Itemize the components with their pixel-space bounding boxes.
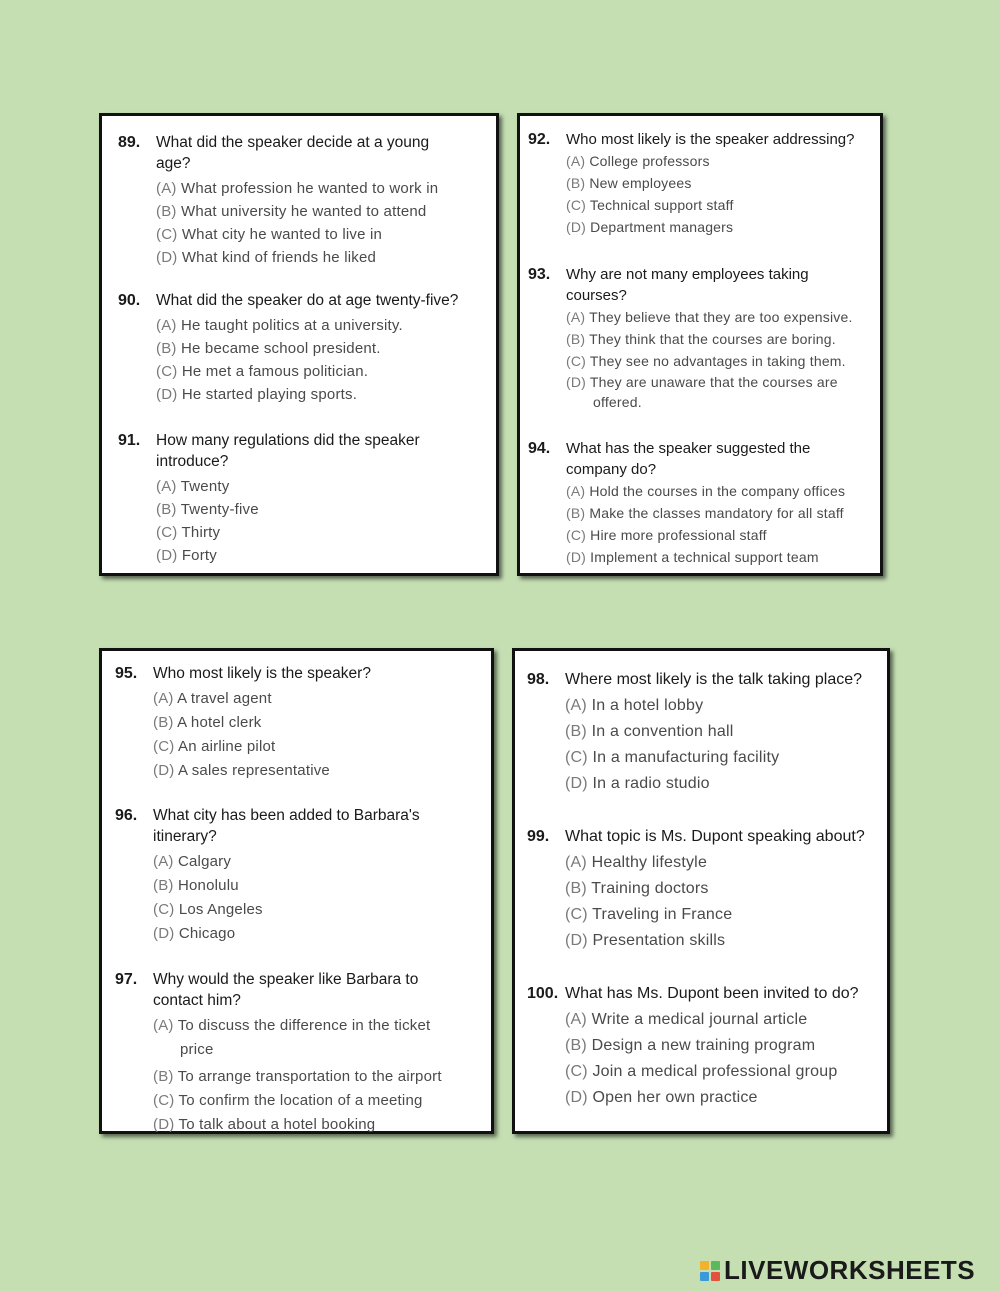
- question-text: Where most likely is the talk taking place?: [565, 671, 863, 688]
- question-100: [527, 983, 887, 1111]
- answer-option-c[interactable]: (C) To confirm the location of a meeting: [153, 1092, 423, 1109]
- answer-option-a[interactable]: (A) To discuss the difference in the ticket price: [153, 1017, 431, 1058]
- answer-option-a[interactable]: (A) He taught politics at a university.: [156, 317, 403, 334]
- answer-option-b[interactable]: (B) New employees: [566, 175, 692, 191]
- answer-option-d[interactable]: (D) In a radio studio: [565, 775, 710, 792]
- question-text: Why are not many employees taking courses?: [566, 266, 809, 304]
- question-text: What topic is Ms. Dupont speaking about?: [565, 828, 865, 845]
- answer-option-c[interactable]: (C) An airline pilot: [153, 738, 276, 755]
- answer-option-b[interactable]: (B) He became school president.: [156, 340, 381, 357]
- question-99: [527, 826, 889, 954]
- answer-option-c[interactable]: (C) What city he wanted to live in: [156, 226, 383, 243]
- answer-option-a[interactable]: (A) They believe that they are too expensive.: [566, 309, 853, 325]
- question-number: 96.: [115, 807, 138, 824]
- liveworksheets-logo: [700, 1255, 975, 1286]
- answer-option-d[interactable]: (D) What kind of friends he liked: [156, 249, 377, 266]
- answer-option-b[interactable]: (B) Make the classes mandatory for all staff: [566, 505, 844, 521]
- liveworksheets-logo-icon: [700, 1261, 720, 1281]
- question-number: 99.: [527, 828, 550, 845]
- answer-option-d[interactable]: (D) They are unaware that the courses are offered.: [566, 374, 838, 410]
- answer-option-c[interactable]: (C) Traveling in France: [565, 906, 733, 923]
- answer-option-c[interactable]: (C) Technical support staff: [566, 197, 734, 213]
- answer-option-b[interactable]: (B) To arrange transportation to the airport: [153, 1068, 442, 1085]
- answer-option-b[interactable]: (B) They think that the courses are boring.: [566, 331, 836, 347]
- question-number: 95.: [115, 665, 138, 682]
- question-94: [528, 438, 880, 568]
- logo-square: [700, 1272, 709, 1281]
- question-number: 93.: [528, 266, 551, 283]
- question-number: 98.: [527, 671, 550, 688]
- answer-option-b[interactable]: (B) Twenty-five: [156, 501, 259, 518]
- question-92: [528, 129, 880, 238]
- question-text: What has Ms. Dupont been invited to do?: [565, 985, 859, 1002]
- answer-option-c[interactable]: (C) In a manufacturing facility: [565, 749, 780, 766]
- question-panel-92-94: [517, 113, 883, 576]
- answer-option-b[interactable]: (B) What university he wanted to attend: [156, 203, 427, 220]
- question-text: Who most likely is the speaker?: [153, 665, 371, 682]
- answer-option-d[interactable]: (D) Presentation skills: [565, 932, 726, 949]
- answer-option-a[interactable]: (A) College professors: [566, 153, 710, 169]
- question-89: [118, 132, 488, 269]
- answer-option-b[interactable]: (B) Honolulu: [153, 877, 239, 894]
- question-95: [115, 663, 487, 783]
- answer-option-b[interactable]: (B) A hotel clerk: [153, 714, 262, 731]
- answer-option-d[interactable]: (D) To talk about a hotel booking: [153, 1116, 376, 1133]
- question-93: [528, 264, 880, 415]
- question-number: 100.: [527, 985, 559, 1002]
- answer-option-d[interactable]: (D) Department managers: [566, 219, 734, 235]
- question-91: [118, 430, 488, 567]
- answer-option-a[interactable]: (A) Write a medical journal article: [565, 1011, 808, 1028]
- question-97: [115, 969, 493, 1137]
- answer-option-b[interactable]: (B) Design a new training program: [565, 1037, 816, 1054]
- question-text: Who most likely is the speaker addressing?: [566, 131, 855, 148]
- answer-option-d[interactable]: (D) Forty: [156, 547, 217, 564]
- question-number: 92.: [528, 131, 551, 148]
- question-number: 91.: [118, 432, 141, 449]
- answer-option-c[interactable]: (C) He met a famous politician.: [156, 363, 369, 380]
- question-text: What city has been added to Barbara's itinerary?: [153, 807, 420, 845]
- answer-option-a[interactable]: (A) A travel agent: [153, 690, 272, 707]
- answer-option-d[interactable]: (D) Implement a technical support team: [566, 549, 819, 565]
- question-text: What has the speaker suggested the company do?: [566, 440, 811, 478]
- question-text: How many regulations did the speaker introduce?: [156, 432, 420, 470]
- logo-square: [711, 1261, 720, 1270]
- question-panel-98-100: [512, 648, 890, 1134]
- question-number: 97.: [115, 971, 138, 988]
- answer-option-c[interactable]: (C) Los Angeles: [153, 901, 263, 918]
- question-number: 89.: [118, 134, 141, 151]
- answer-option-c[interactable]: (C) Hire more professional staff: [566, 527, 767, 543]
- question-90: [118, 290, 498, 406]
- answer-option-a[interactable]: (A) Hold the courses in the company offices: [566, 483, 846, 499]
- answer-option-a[interactable]: (A) What profession he wanted to work in: [156, 180, 439, 197]
- answer-option-b[interactable]: (B) In a convention hall: [565, 723, 734, 740]
- answer-option-d[interactable]: (D) Open her own practice: [565, 1089, 758, 1106]
- answer-option-c[interactable]: (C) Thirty: [156, 524, 221, 541]
- answer-option-d[interactable]: (D) A sales representative: [153, 762, 330, 779]
- answer-option-b[interactable]: (B) Training doctors: [565, 880, 709, 897]
- logo-text: LIVEWORKSHEETS: [724, 1255, 976, 1285]
- question-text: What did the speaker decide at a young age?: [156, 134, 430, 172]
- logo-square: [711, 1272, 720, 1281]
- question-number: 94.: [528, 440, 551, 457]
- answer-option-a[interactable]: (A) Calgary: [153, 853, 232, 870]
- question-panel-95-97: [99, 648, 494, 1134]
- answer-option-d[interactable]: (D) Chicago: [153, 925, 236, 942]
- logo-square: [700, 1261, 709, 1270]
- question-panel-89-91: [99, 113, 499, 576]
- answer-option-c[interactable]: (C) Join a medical professional group: [565, 1063, 838, 1080]
- question-text: Why would the speaker like Barbara to contact him?: [153, 971, 419, 1009]
- answer-option-a[interactable]: (A) Healthy lifestyle: [565, 854, 708, 871]
- answer-option-a[interactable]: (A) In a hotel lobby: [565, 697, 704, 714]
- question-number: 90.: [118, 292, 141, 309]
- question-98: [527, 669, 887, 797]
- answer-option-d[interactable]: (D) He started playing sports.: [156, 386, 358, 403]
- answer-option-a[interactable]: (A) Twenty: [156, 478, 230, 495]
- question-text: What did the speaker do at age twenty-five?: [156, 292, 459, 309]
- answer-option-c[interactable]: (C) They see no advantages in taking them.: [566, 353, 846, 369]
- question-96: [115, 805, 487, 946]
